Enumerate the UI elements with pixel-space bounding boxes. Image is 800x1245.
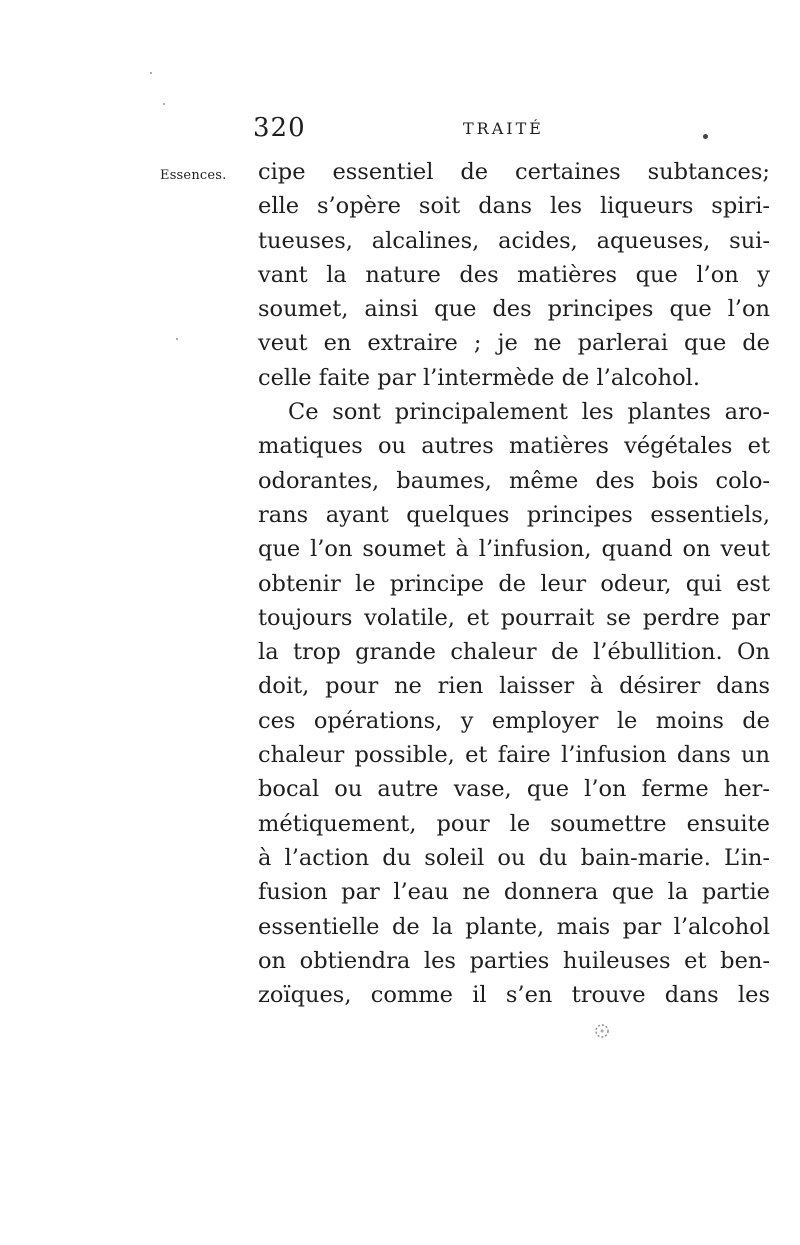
- paper-speck: [176, 338, 178, 340]
- text-line: rans ayant quelques principes essentiels,: [258, 501, 770, 528]
- text-line: on obtiendra les parties huileuses et ben-: [258, 947, 770, 974]
- text-line: toujours volatile, et pourrait se perdre par: [258, 604, 770, 631]
- text-line: odorantes, baumes, même des bois colo-: [258, 467, 770, 494]
- text-line: elle s’opère soit dans les liqueurs spiri-: [258, 193, 770, 220]
- text-line: celle faite par l’intermède de l’alcohol.: [258, 364, 700, 391]
- text-line: fusion par l’eau ne donnera que la partie: [258, 879, 770, 906]
- text-line: ces opérations, y employer le moins de: [258, 707, 770, 734]
- text-line: veut en extraire ; je ne parlerai que de: [258, 330, 770, 357]
- text-line: métiquement, pour le soumettre ensuite: [258, 810, 770, 837]
- text-line: que l’on soumet à l’infusion, quand on veut: [258, 536, 770, 563]
- text-line: doit, pour ne rien laisser à désirer dans: [258, 673, 770, 700]
- text-line: à l’action du soleil ou du bain-marie. L’in-: [258, 844, 770, 871]
- text-line: cipe essentiel de certaines subtances;: [258, 159, 770, 185]
- running-title: TRAITÉ: [463, 119, 544, 138]
- text-line: bocal ou autre vase, que l’on ferme her-: [258, 776, 770, 803]
- margin-note: Essences.: [160, 168, 227, 183]
- text-line: tueuses, alcalines, acides, aqueuses, sui-: [258, 227, 770, 254]
- text-line: matiques ou autres matières végétales et: [258, 433, 770, 460]
- text-line: essentielle de la plante, mais par l’alcohol: [258, 913, 770, 940]
- text-line: la trop grande chaleur de l’ébullition. On: [258, 639, 770, 666]
- text-line: zoïques, comme il s’en trouve dans les: [258, 982, 770, 1009]
- page-header: [253, 113, 558, 153]
- text-line: vant la nature des matières que l’on y: [258, 261, 770, 288]
- text-line: obtenir le principe de leur odeur, qui est: [258, 570, 770, 597]
- page-number: 320: [253, 113, 306, 143]
- paper-speck: [163, 103, 165, 105]
- header-dot-mark: [703, 134, 708, 139]
- text-line: chaleur possible, et faire l’infusion dans un: [258, 742, 770, 769]
- text-line: soumet, ainsi que des principes que l’on: [258, 296, 770, 323]
- body-text: [258, 155, 770, 1012]
- paper-speck: [150, 72, 152, 74]
- paragraph-first-line: Ce sont principalement les plantes aro-: [288, 399, 770, 426]
- printer-ornament-icon: [591, 1020, 613, 1042]
